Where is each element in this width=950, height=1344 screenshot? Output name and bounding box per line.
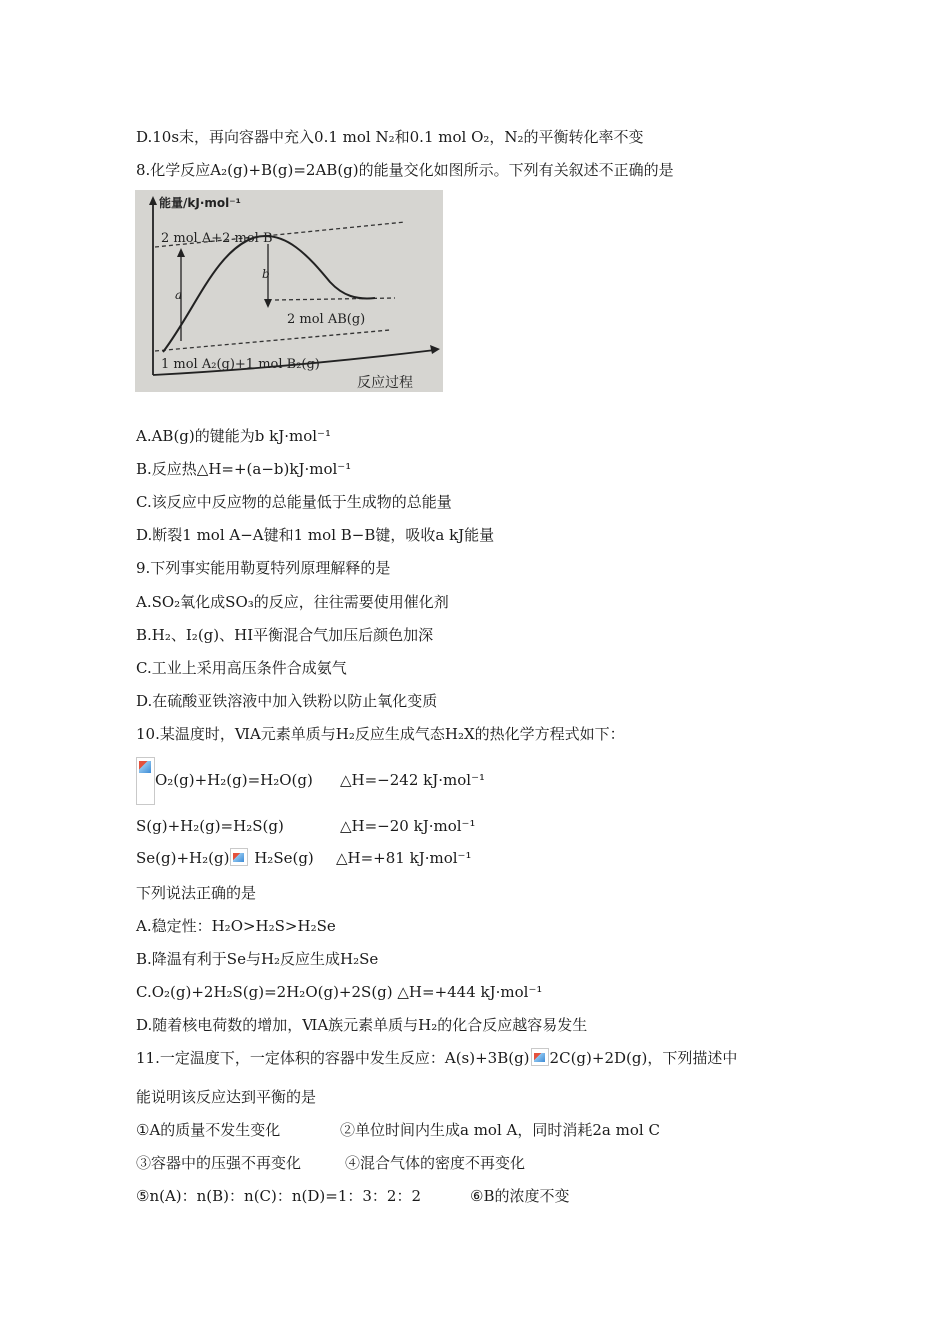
q10-option-d: D.随着核电荷数的增加，ⅥA族元素单质与H₂的化合反应越容易发生 bbox=[136, 1016, 588, 1034]
q10-eq2-dh: △H=−20 kJ·mol⁻¹ bbox=[340, 817, 476, 835]
q11-stem-post: 2C(g)+2D(g)，下列描述中 bbox=[549, 1049, 738, 1067]
arrow-a-label: a bbox=[175, 288, 183, 302]
q8-option-b: B.反应热△H=+(a−b)kJ·mol⁻¹ bbox=[136, 460, 352, 478]
q11-option-1: ①A的质量不发生变化 bbox=[136, 1121, 281, 1139]
q11-option-5: ⑤n(A)：n(B)：n(C)：n(D)=1：3：2：2 bbox=[136, 1187, 422, 1205]
broken-image-icon bbox=[531, 1048, 549, 1066]
q11-stem bbox=[136, 1048, 737, 1068]
q10-eq3-lhs: Se(g)+H₂(g) bbox=[136, 849, 230, 867]
q10-stem: 10.某温度时，ⅥA元素单质与H₂反应生成气态H₂X的热化学方程式如下： bbox=[136, 725, 625, 743]
x-axis-label: 反应过程 bbox=[357, 375, 413, 391]
q9-stem: 9.下列事实能用勒夏特列原理解释的是 bbox=[136, 559, 391, 577]
q8-option-a: A.AB(g)的键能为b kJ·mol⁻¹ bbox=[136, 427, 331, 445]
q10-eq1-lhs: O₂(g)+H₂(g)=H₂O(g) bbox=[155, 771, 313, 789]
q10-option-b: B.降温有利于Se与H₂反应生成H₂Se bbox=[136, 950, 379, 968]
q10-eq2-lhs: S(g)+H₂(g)=H₂S(g) bbox=[136, 817, 284, 835]
q10-option-a: A.稳定性：H₂O>H₂S>H₂Se bbox=[136, 917, 336, 935]
broken-image-icon bbox=[136, 757, 155, 805]
q11-option-6: ⑥B的浓度不变 bbox=[470, 1187, 570, 1205]
q9-option-c: C.工业上采用高压条件合成氨气 bbox=[136, 659, 347, 677]
q9-option-a: A.SO₂氧化成SO₃的反应，往往需要使用催化剂 bbox=[136, 593, 449, 611]
top-level-label: 2 mol A+2 mol B bbox=[161, 231, 273, 246]
broken-image-icon bbox=[230, 848, 248, 866]
bottom-level-label: 1 mol A₂(g)+1 mol B₂(g) bbox=[161, 357, 320, 372]
arrow-b-label: b bbox=[262, 267, 270, 281]
q8-option-c: C.该反应中反应物的总能量低于生成物的总能量 bbox=[136, 493, 452, 511]
q10-eq3-rhs: H₂Se(g) bbox=[254, 849, 314, 867]
q8-stem: 8.化学反应A₂(g)+B(g)=2AB(g)的能量交化如图所示。下列有关叙述不正确的是 bbox=[136, 161, 674, 179]
y-axis-label: 能量/kJ·mol⁻¹ bbox=[159, 196, 241, 210]
energy-diagram-figure bbox=[135, 190, 443, 392]
q9-option-b: B.H₂、I₂(g)、HI平衡混合气加压后颜色加深 bbox=[136, 626, 434, 644]
q10-eq3 bbox=[136, 848, 314, 868]
q11-stem-line2: 能说明该反应达到平衡的是 bbox=[136, 1088, 317, 1106]
q11-option-4: ④混合气体的密度不再变化 bbox=[345, 1154, 526, 1172]
q11-option-2: ②单位时间内生成a mol A，同时消耗2a mol C bbox=[340, 1121, 660, 1139]
energy-diagram-svg bbox=[135, 190, 443, 392]
q10-prompt: 下列说法正确的是 bbox=[136, 884, 257, 902]
q11-option-3: ③容器中的压强不再变化 bbox=[136, 1154, 302, 1172]
q7-option-d: D.10s末，再向容器中充入0.1 mol N₂和0.1 mol O₂，N₂的平衡转化率不变 bbox=[136, 128, 644, 146]
mid-level-label: 2 mol AB(g) bbox=[287, 312, 366, 327]
q9-option-d: D.在硫酸亚铁溶液中加入铁粉以防止氧化变质 bbox=[136, 692, 438, 710]
q11-stem-pre: 11.一定温度下，一定体积的容器中发生反应：A(s)+3B(g) bbox=[136, 1049, 530, 1067]
q8-option-d: D.断裂1 mol A−A键和1 mol B−B键，吸收a kJ能量 bbox=[136, 526, 495, 544]
q10-eq3-dh: △H=+81 kJ·mol⁻¹ bbox=[336, 849, 472, 867]
q10-option-c: C.O₂(g)+2H₂S(g)=2H₂O(g)+2S(g) △H=+444 kJ·mol⁻¹ bbox=[136, 983, 543, 1001]
q10-eq1-dh: △H=−242 kJ·mol⁻¹ bbox=[340, 771, 486, 789]
